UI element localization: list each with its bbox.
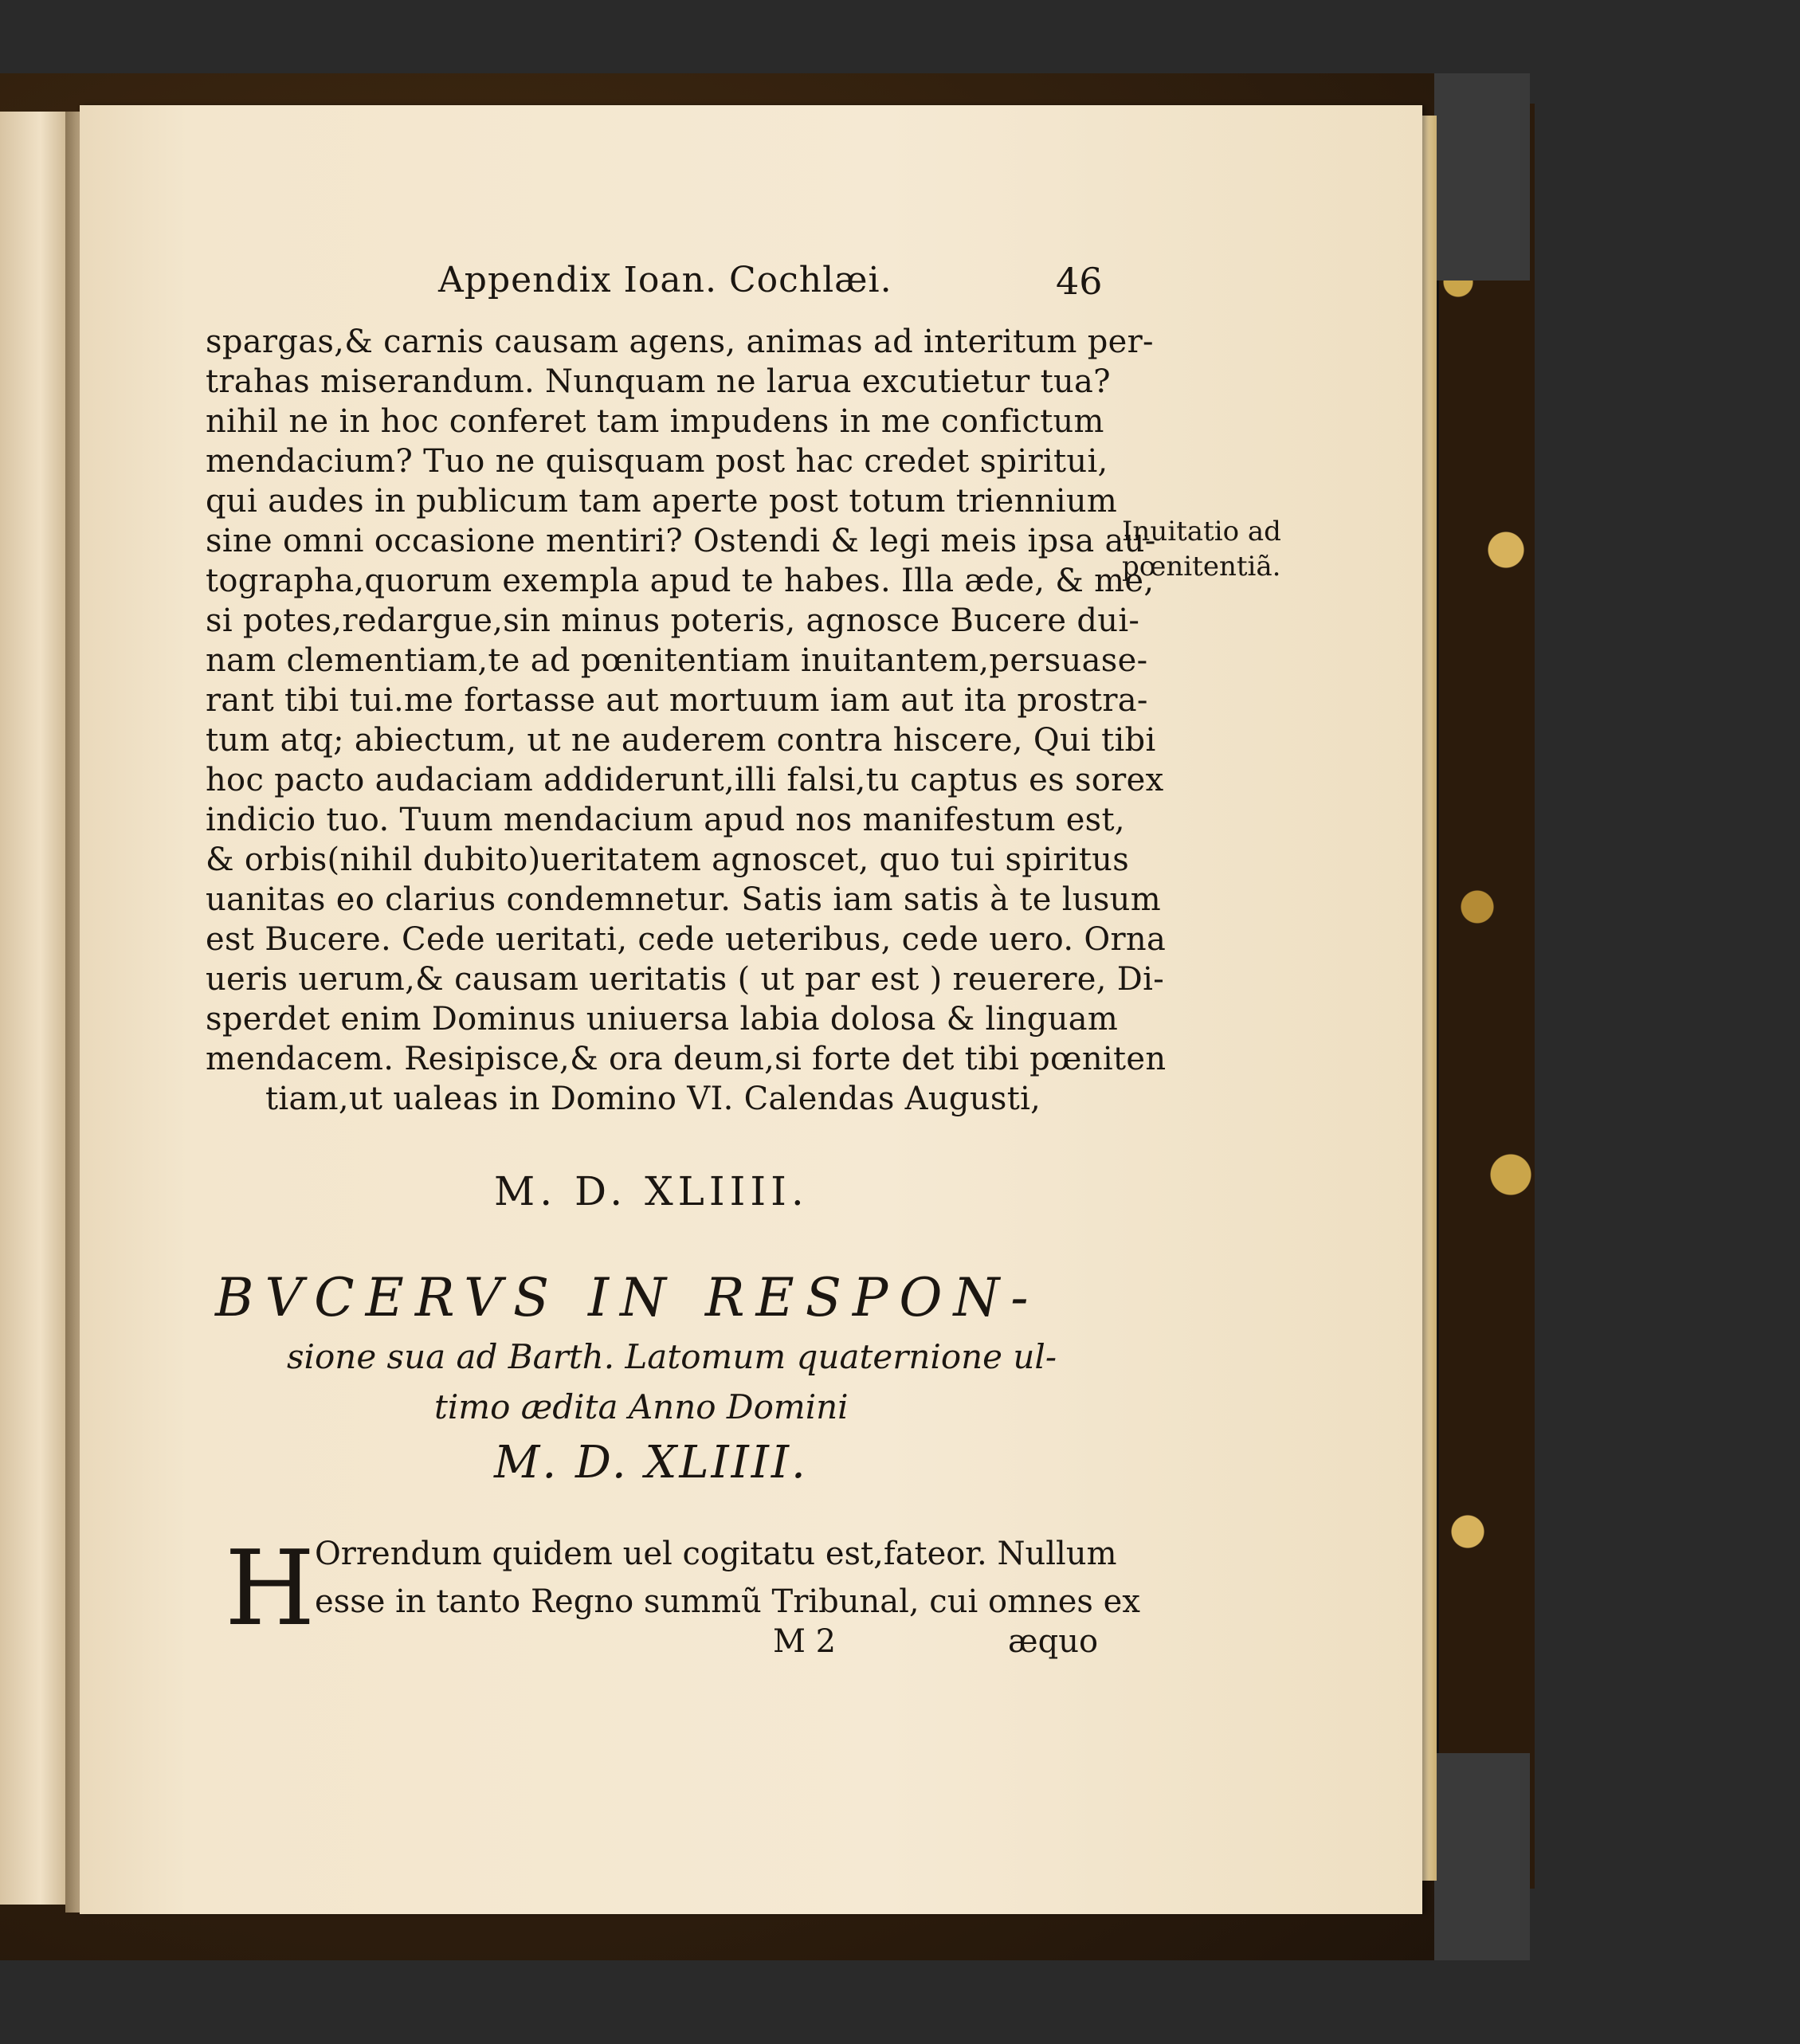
marginal-note — [1122, 514, 1281, 584]
body-line: trahas miserandum. Nunquam ne larua excutietur tua? — [206, 363, 1111, 400]
body-line: nam clementiam,te ad pœnitentiam inuitantem,persuase- — [206, 642, 1148, 679]
opening-line: Orrendum quidem uel cogitatu est,fateor. Nullum — [315, 1536, 1117, 1572]
body-line: mendacem. Resipisce,& ora deum,si forte det tibi pœniten — [206, 1041, 1167, 1077]
body-line: tum atq; abiectum, ut ne auderem contra hiscere, Qui tibi — [206, 722, 1156, 759]
page-number: 46 — [1056, 260, 1103, 303]
body-line: nihil ne in hoc conferet tam impudens in me confictum — [206, 403, 1104, 440]
cover-corner-bottom — [1434, 1753, 1530, 1960]
body-line: hoc pacto audaciam addiderunt,illi falsi,tu captus es sorex — [206, 762, 1164, 798]
body-text — [206, 322, 1167, 1119]
date-line: M. D. XLIIII. — [494, 1168, 809, 1214]
body-line: tographa,quorum exempla apud te habes. Illa æde, & me, — [206, 563, 1155, 599]
opening-line: esse in tanto Regno summũ Tribunal, cui omnes ex — [315, 1583, 1140, 1620]
left-page-edge — [0, 112, 68, 1905]
signature-mark: M 2 — [773, 1623, 837, 1660]
running-title: Appendix Ioan. Cochlæi. — [438, 260, 892, 300]
body-line: spargas,& carnis causam agens, animas ad interitum per- — [206, 324, 1154, 360]
section-subheading: timo ædita Anno Domini — [434, 1387, 849, 1426]
marginal-note-line: Inuitatio ad — [1122, 516, 1281, 547]
page-block-edge — [1422, 116, 1437, 1881]
body-line: si potes,redargue,sin minus poteris, agnosce Bucere dui- — [206, 602, 1140, 639]
catchword: æquo — [1008, 1623, 1099, 1660]
body-line: mendacium? Tuo ne quisquam post hac credet spiritui, — [206, 443, 1108, 480]
section-heading: BVCERVS IN RESPON- — [215, 1267, 1040, 1328]
drop-cap: H — [225, 1528, 316, 1649]
body-line: qui audes in publicum tam aperte post totum triennium — [206, 483, 1118, 520]
marginal-note-line: pœnitentiã. — [1122, 551, 1281, 583]
body-line: uanitas eo clarius condemnetur. Satis iam satis à te lusum — [206, 881, 1161, 918]
cover-corner-top — [1434, 73, 1530, 281]
body-line: & orbis(nihil dubito)ueritatem agnoscet, quo tui spiritus — [206, 842, 1130, 878]
body-line: sperdet enim Dominus uniuersa labia dolosa & linguam — [206, 1001, 1119, 1038]
body-line: est Bucere. Cede ueritati, cede ueteribus, cede uero. Orna — [206, 921, 1167, 958]
section-subheading: sione sua ad Barth. Latomum quaternione ul- — [287, 1337, 1057, 1376]
body-line: sine omni occasione mentiri? Ostendi & legi meis ipsa au- — [206, 523, 1156, 559]
body-line: ueris uerum,& causam ueritatis ( ut par est ) reuerere, Di- — [206, 961, 1165, 998]
body-line: indicio tuo. Tuum mendacium apud nos manifestum est, — [206, 802, 1125, 838]
marbled-cover — [1434, 104, 1535, 1889]
body-line-indented: tiam,ut ualeas in Domino VI. Calendas Augusti, — [265, 1081, 1041, 1117]
body-line: rant tibi tui.me fortasse aut mortuum iam aut ita prostra- — [206, 682, 1148, 719]
section-date: M. D. XLIIII. — [494, 1437, 808, 1489]
